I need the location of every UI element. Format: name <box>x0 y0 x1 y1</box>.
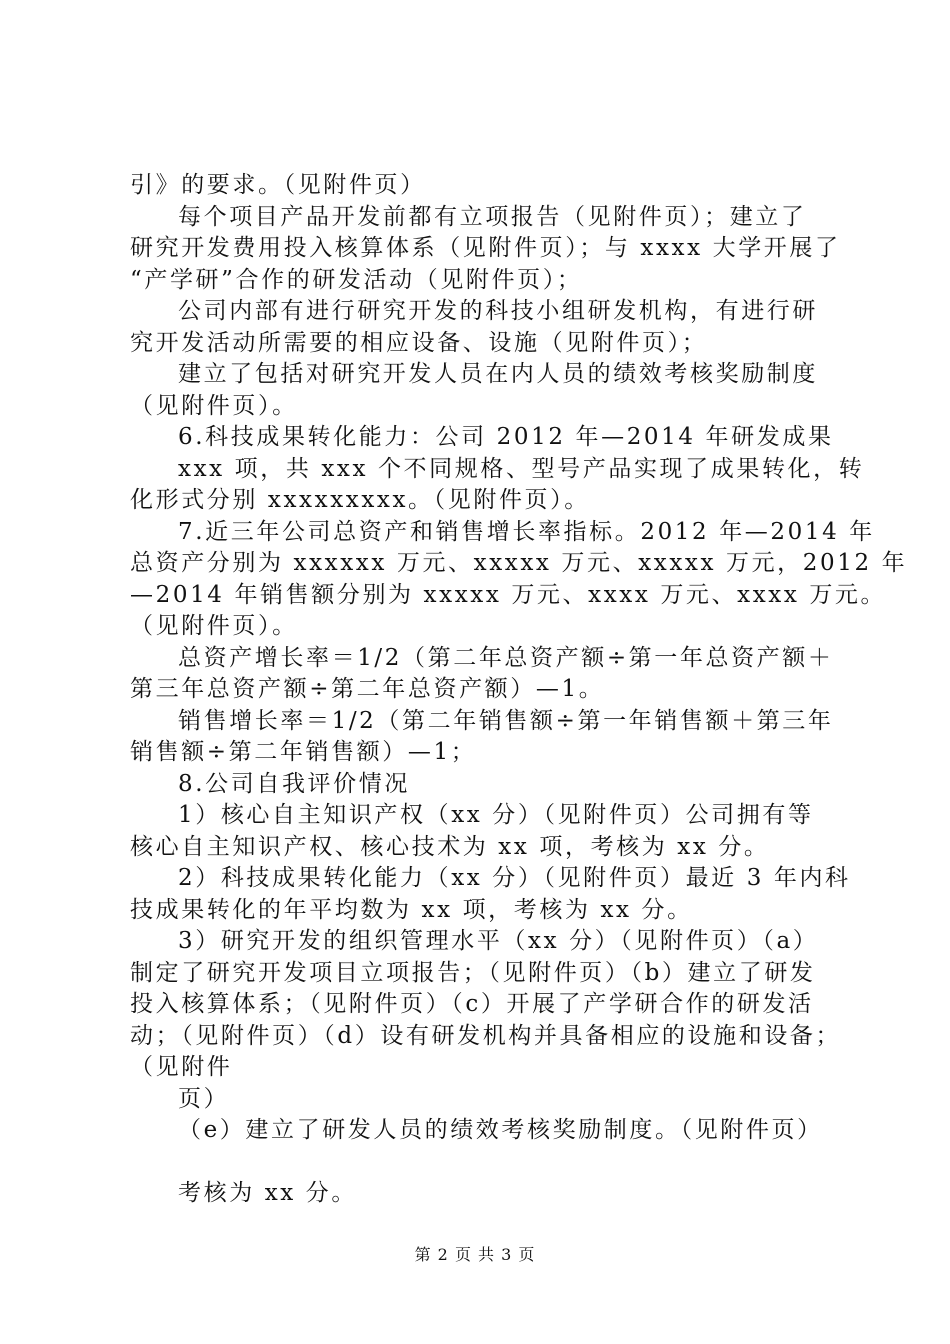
document-body <box>130 170 908 1209</box>
text-line: （见附件 <box>130 1054 233 1080</box>
text-line: 公司内部有进行研究开发的科技小组研发机构，有进行研 <box>178 298 818 324</box>
text-line: 核心自主知识产权、核心技术为 xx 项，考核为 xx 分。 <box>130 833 770 860</box>
text-line: 制定了研究开发项目立项报告；（见附件页）（b）建立了研发 <box>130 959 816 986</box>
text-line: 页） <box>178 1085 230 1112</box>
formula-line: 总资产增长率＝1/2（第二年总资产额÷第一年总资产额＋ <box>178 644 834 671</box>
text-line: （见附件页）。 <box>130 392 298 419</box>
formula-line: 第三年总资产额÷第二年总资产额）—1。 <box>130 676 605 702</box>
text-line: xxx 项，共 xxx 个不同规格、型号产品实现了成果转化，转 <box>178 455 865 482</box>
text-line: 动；（见附件页）（d）设有研发机构并具备相应的设施和设备； <box>130 1022 842 1049</box>
formula-line: 销售额÷第二年销售额）—1； <box>130 739 477 765</box>
text-line: 化形式分别 xxxxxxxxx。（见附件页）。 <box>130 487 590 513</box>
text-line: “产学研”合作的研发活动（见附件页）； <box>130 266 583 293</box>
section-heading-8: 8.公司自我评价情况 <box>178 770 410 797</box>
text-line: 投入核算体系；（见附件页）（c）开展了产学研合作的研发活 <box>130 991 814 1017</box>
text-line: 建立了包括对研究开发人员在内人员的绩效考核奖励制度 <box>178 361 818 387</box>
text-line: —2014 年销售额分别为 xxxxx 万元、xxxx 万元、xxxx 万元。 <box>130 581 887 608</box>
text-line: 究开发活动所需要的相应设备、设施（见附件页）； <box>130 329 708 356</box>
section-heading-6: 6.科技成果转化能力：公司 2012 年—2014 年研发成果 <box>178 424 834 450</box>
text-line: （见附件页）。 <box>130 613 298 639</box>
page-footer: 第 2 页 共 3 页 <box>414 1245 536 1264</box>
formula-line: 销售增长率＝1/2（第二年销售额÷第一年销售额＋第三年 <box>178 707 834 734</box>
text-line: 1）核心自主知识产权（xx 分）（见附件页）公司拥有等 <box>178 802 814 828</box>
section-heading-7: 7.近三年公司总资产和销售增长率指标。2012 年—2014 年 <box>178 518 875 545</box>
text-line: 技成果转化的年平均数为 xx 项，考核为 xx 分。 <box>130 896 693 923</box>
text-line: 研究开发费用投入核算体系（见附件页）；与 xxxx 大学开展了 <box>130 235 841 261</box>
text-line: 总资产分别为 xxxxxx 万元、xxxxx 万元、xxxxx 万元，2012 年 <box>130 550 908 576</box>
text-line: 3）研究开发的组织管理水平（xx 分）（见附件页）（a） <box>178 928 819 954</box>
text-line: 每个项目产品开发前都有立项报告（见附件页）；建立了 <box>178 203 807 230</box>
text-line: 引》的要求。（见附件页） <box>130 172 426 198</box>
text-line: 2）科技成果转化能力（xx 分）（见附件页）最近 3 年内科 <box>178 865 851 891</box>
text-line: 考核为 xx 分。 <box>178 1179 357 1206</box>
text-line: （e）建立了研发人员的绩效考核奖励制度。（见附件页） <box>178 1117 823 1143</box>
